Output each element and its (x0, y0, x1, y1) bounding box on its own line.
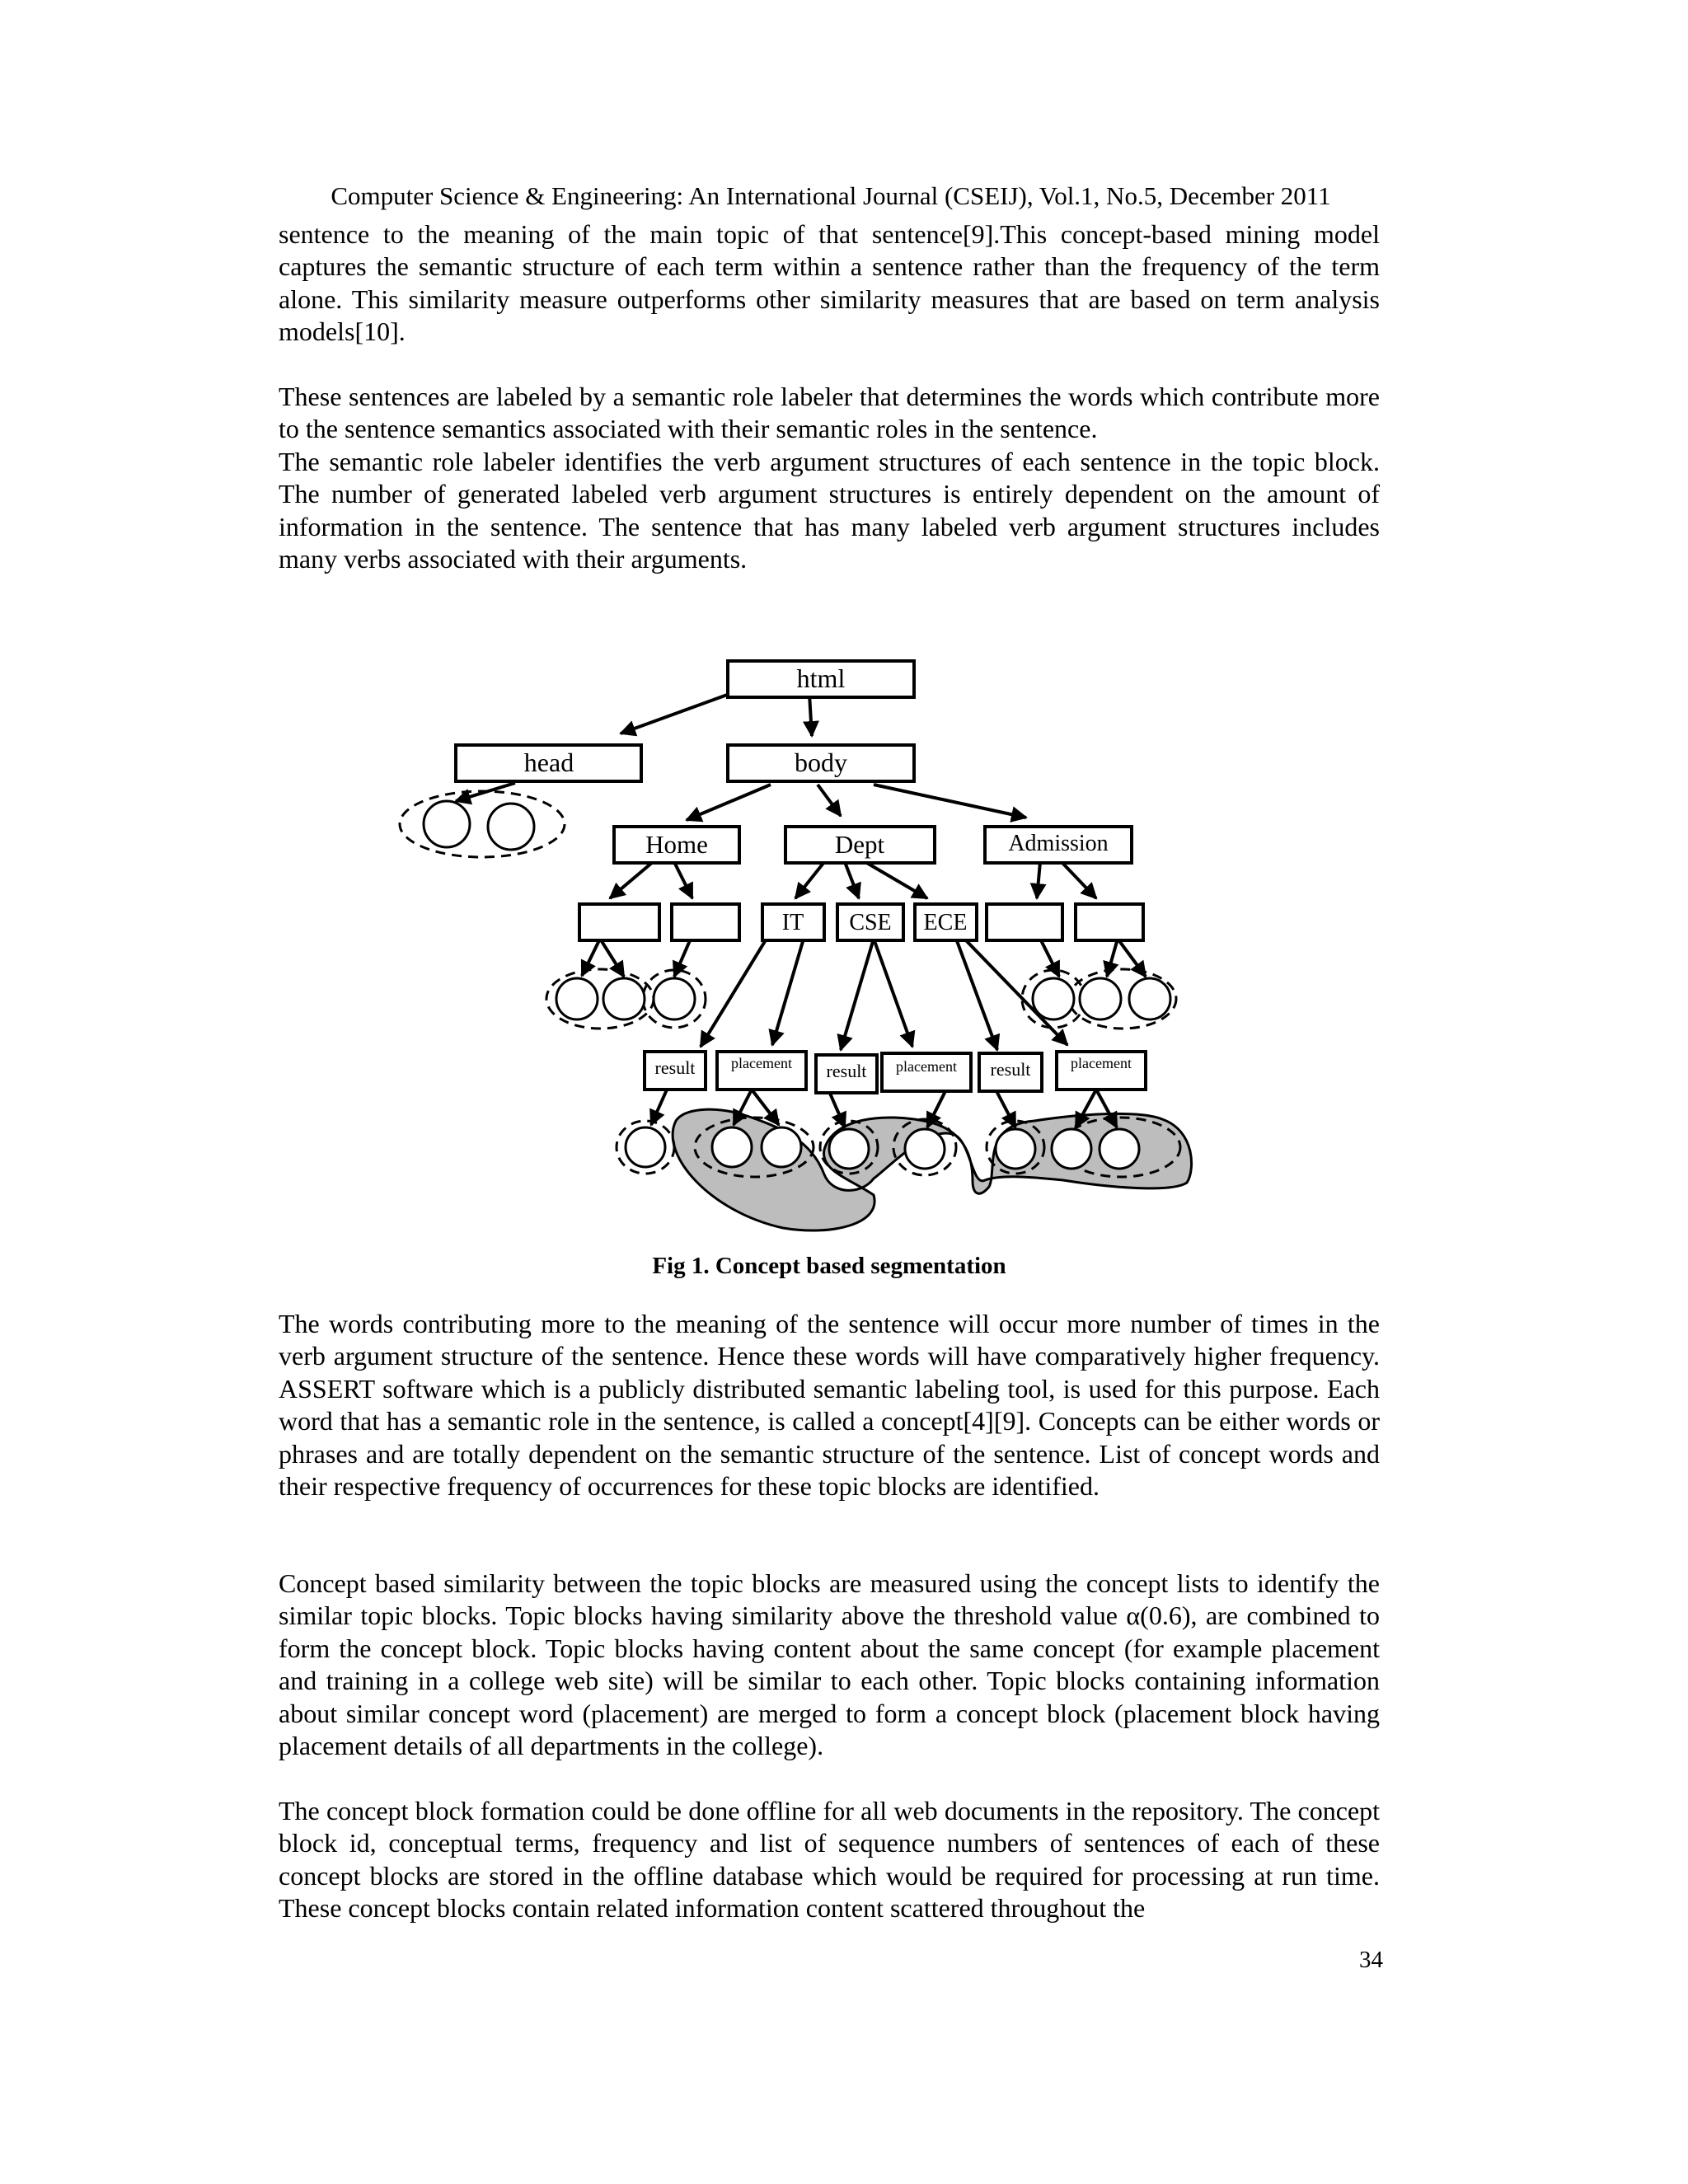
admission-sub-box-2 (1076, 904, 1143, 940)
cse-label: CSE (849, 910, 892, 935)
paragraph-3: The semantic role labeler identifies the verb argument structures of each sentence in the topic block. The number of generated labeled verb argument structures is entirely dependent on the amount of information in the sentence. The sentence that has many labeled verb argument structures includes many verbs associated with their arguments. (279, 447, 1380, 574)
it-label: IT (781, 910, 804, 935)
admission-circle (1129, 978, 1170, 1019)
paragraph-5: Concept based similarity between the topic blocks are measured using the concept lists to identify the similar topic blocks. Topic blocks having similarity above the threshold value α(0.6), are combined to form the concept block. Topic blocks having content about the same concept (for example placement and training in a college web site) will be similar to each other. Topic blocks containing information about similar concept word (placement) are merged to form a concept block (placement block having placement details of all departments in the college). (279, 1568, 1380, 1761)
topic-circle (1100, 1129, 1139, 1169)
topic-circle (626, 1127, 665, 1167)
topic-circle (712, 1127, 752, 1167)
paragraph-1: sentence to the meaning of the main topic of that sentence[9].This concept-based mining model captures the semantic structure of each term within a sentence rather than the frequency of the term alone. This similarity measure outperforms other similarity measures that are based on term analysis models[10]. (279, 219, 1380, 347)
running-header: Computer Science & Engineering: An International Journal (CSEIJ), Vol.1, No.5, December 2011 (331, 181, 1331, 210)
merged-concept-region (673, 1109, 1191, 1230)
home-sub-box-2 (672, 904, 739, 940)
topic-circle (996, 1129, 1035, 1169)
home-circle (556, 978, 598, 1019)
ece-result-label: result (990, 1059, 1031, 1080)
topic-circle (1052, 1129, 1091, 1169)
cse-placement-label: placement (896, 1058, 957, 1075)
html-label: html (796, 663, 846, 693)
head-circle (488, 804, 534, 850)
body-label: body (795, 748, 847, 777)
ece-placement-label: placement (1071, 1055, 1132, 1071)
head-label: head (523, 748, 574, 777)
tree-boxes (456, 661, 1146, 1093)
page-number: 34 (1359, 1947, 1383, 1973)
it-placement-label: placement (731, 1055, 792, 1071)
admission-sub-box-1 (987, 904, 1062, 940)
ece-label: ECE (923, 910, 968, 935)
home-circle (654, 978, 695, 1019)
paragraph-2: These sentences are labeled by a semantic role labeler that determines the words which contribute more to the sentence semantics associated with their semantic roles in the sentence. (279, 382, 1380, 444)
it-result-label: result (654, 1057, 696, 1078)
admission-label: Admission (1008, 831, 1109, 856)
admission-circle (1033, 978, 1074, 1019)
home-sub-box-1 (579, 904, 659, 940)
dept-label: Dept (834, 830, 885, 859)
concept-segmentation-figure (387, 651, 1220, 1244)
cse-result-label: result (826, 1061, 867, 1081)
topic-circle (829, 1129, 869, 1169)
topic-circle (762, 1127, 801, 1167)
head-circle (424, 801, 470, 847)
paragraph-4: The words contributing more to the meaning of the sentence will occur more number of times in the verb argument structure of the sentence. Hence these words will have comparatively higher frequency. ASSERT software which is a publicly distributed semantic labeling tool, is used for this purpose. Each word that has a semantic role in the sentence, is called a concept[4][9]. Concepts can be either words or phrases and are totally dependent on the semantic structure of the sentence. List of concept words and their respective frequency of occurrences for these topic blocks are identified. (279, 1309, 1380, 1502)
admission-circle (1080, 978, 1121, 1019)
topic-circle (905, 1129, 945, 1169)
paragraph-6: The concept block formation could be done offline for all web documents in the repository. The concept block id, conceptual terms, frequency and list of sequence numbers of sentences of each of these concept blocks are stored in the offline database which would be required for processing at run time. These concept blocks contain related information content scattered throughout the (279, 1796, 1380, 1924)
figure-caption: Fig 1. Concept based segmentation (652, 1253, 1006, 1279)
home-circle (603, 978, 645, 1019)
home-label: Home (645, 830, 708, 859)
